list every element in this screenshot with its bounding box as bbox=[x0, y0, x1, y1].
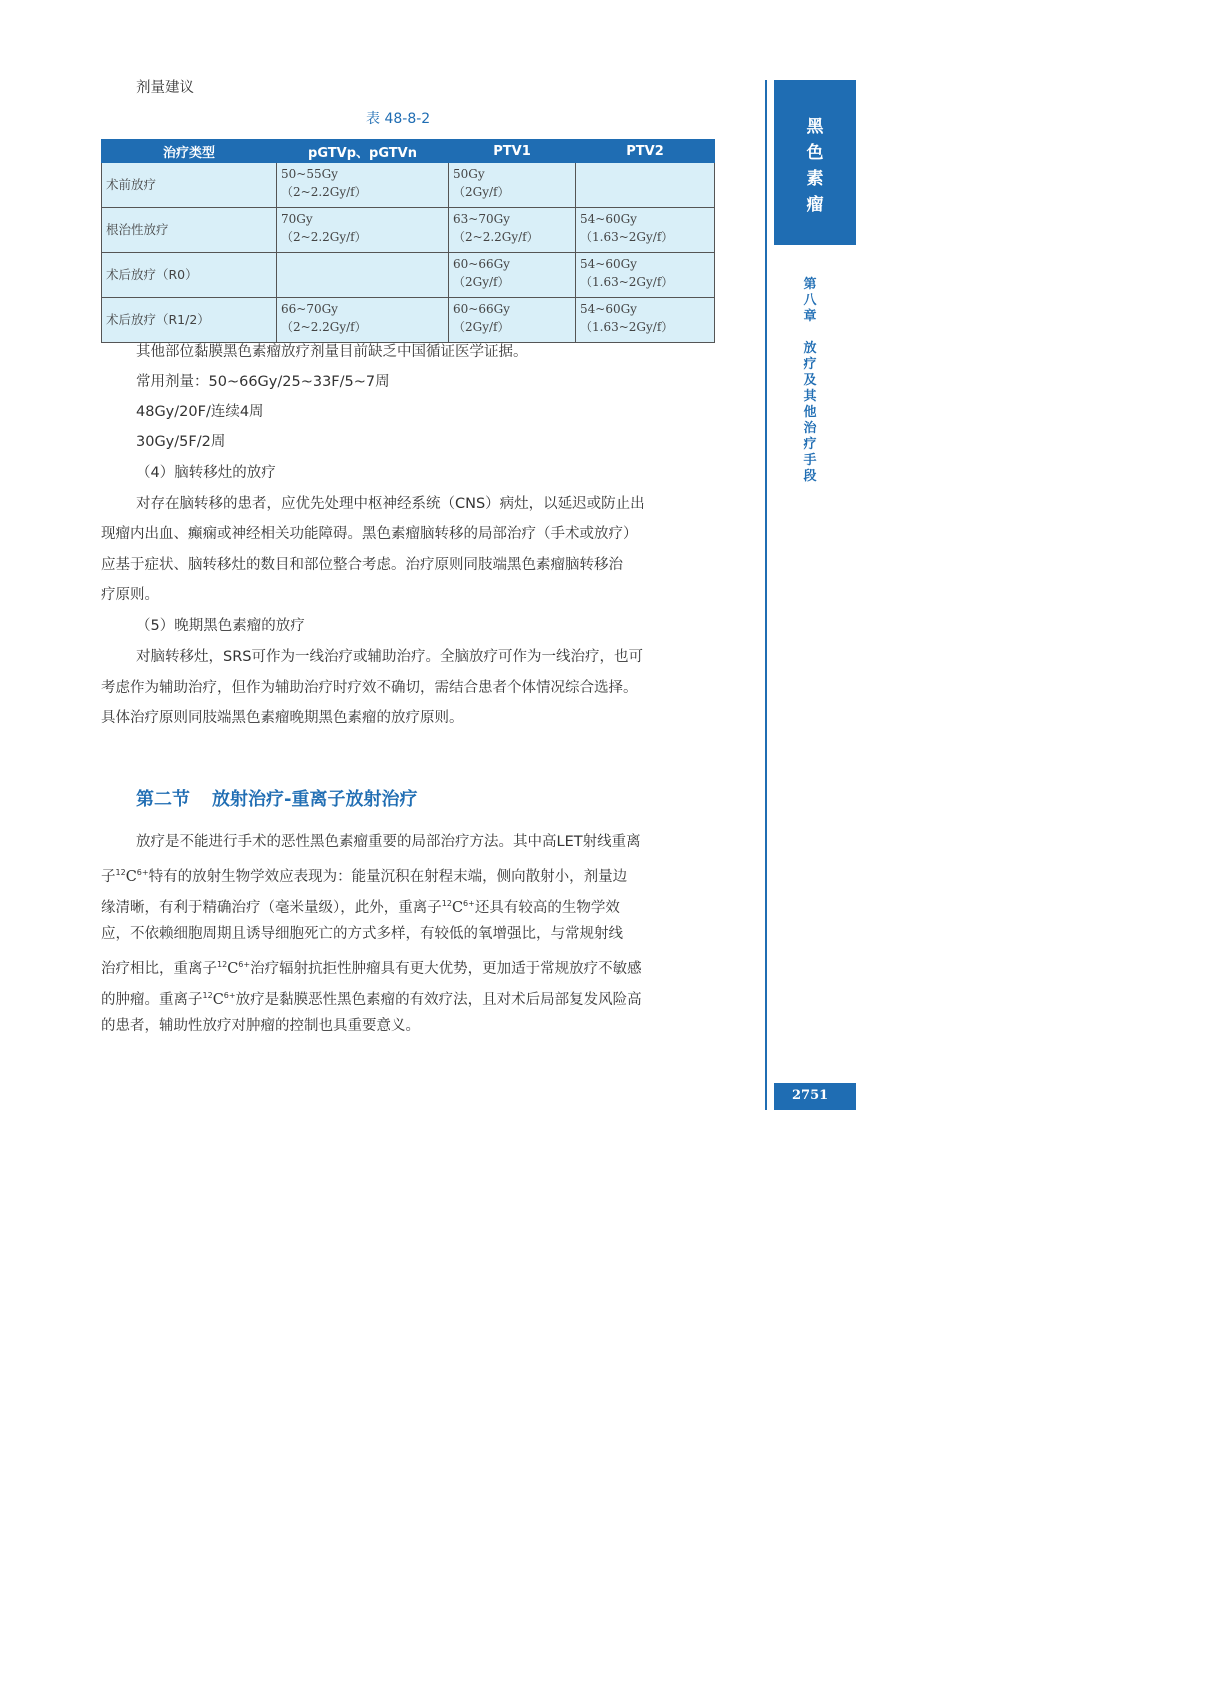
chapter-char: 及 bbox=[803, 373, 817, 388]
header-pgtv: pGTVp、pGTVn bbox=[277, 140, 449, 163]
cell-dose: 50~55Gy bbox=[281, 167, 338, 181]
section-number: 第二节 bbox=[136, 789, 190, 810]
dose-suggestion-label: 剂量建议 bbox=[136, 80, 194, 96]
cell-fraction: （2~2.2Gy/f） bbox=[453, 230, 539, 244]
table-row bbox=[102, 208, 715, 253]
chapter-char: 第 bbox=[803, 277, 817, 292]
body-line: 30Gy/5F/2周 bbox=[136, 434, 226, 450]
table-cell bbox=[277, 298, 449, 343]
cell-dose: 60~66Gy bbox=[453, 302, 510, 316]
cell-fraction: （2Gy/f） bbox=[453, 320, 510, 334]
header-treatment-type: 治疗类型 bbox=[102, 140, 277, 163]
chapter-char: 疗 bbox=[803, 357, 817, 372]
subheading-brain-metastasis: （4）脑转移灶的放疗 bbox=[136, 465, 276, 481]
cell-fraction: （1.63~2Gy/f） bbox=[580, 230, 674, 244]
page-number: 2751 bbox=[792, 1088, 829, 1103]
cell-dose: 70Gy bbox=[281, 212, 313, 226]
tab-char: 黑 bbox=[806, 117, 824, 137]
cell-fraction: （2Gy/f） bbox=[453, 275, 510, 289]
row-label: 术前放疗 bbox=[102, 163, 277, 208]
chapter-char: 八 bbox=[803, 293, 817, 308]
cell-dose: 54~60Gy bbox=[580, 302, 637, 316]
chapter-char: 段 bbox=[803, 469, 817, 484]
table-cell bbox=[576, 253, 715, 298]
cell-dose: 54~60Gy bbox=[580, 257, 637, 271]
body-line: 对存在脑转移的患者，应优先处理中枢神经系统（CNS）病灶，以延迟或防止出 bbox=[136, 496, 645, 512]
chapter-char: 手 bbox=[803, 453, 817, 468]
section-body-line: 治疗相比，重离子$^{12}C^{6+}$治疗辐射抗拒性肿瘤具有更大优势，更加适于常规放疗不敏感 bbox=[101, 960, 642, 977]
table-row bbox=[102, 163, 715, 208]
row-label: 术后放疗（R0） bbox=[102, 253, 277, 298]
chapter-tab bbox=[774, 80, 856, 245]
table-caption: 表 48-8-2 bbox=[366, 111, 431, 127]
body-line: 具体治疗原则同肢端黑色素瘤晚期黑色素瘤的放疗原则。 bbox=[101, 710, 464, 726]
table-cell bbox=[277, 208, 449, 253]
section-body-line: 缘清晰，有利于精确治疗（毫米量级），此外，重离子$^{12}C^{6+}$还具有较高的生物学效 bbox=[101, 899, 620, 916]
header-ptv2: PTV2 bbox=[576, 140, 715, 163]
header-ptv1: PTV1 bbox=[449, 140, 576, 163]
sidebar-rule bbox=[765, 80, 767, 1110]
cell-fraction: （2~2.2Gy/f） bbox=[281, 230, 367, 244]
table-cell bbox=[277, 253, 449, 298]
cell-dose: 60~66Gy bbox=[453, 257, 510, 271]
table-cell bbox=[576, 208, 715, 253]
table-header-row bbox=[102, 140, 715, 163]
cell-dose: 50Gy bbox=[453, 167, 485, 181]
tab-char: 色 bbox=[806, 143, 824, 163]
section-body-line: 放疗是不能进行手术的恶性黑色素瘤重要的局部治疗方法。其中高LET射线重离 bbox=[136, 834, 641, 850]
chapter-char: 治 bbox=[803, 421, 817, 436]
section-body-line: 的患者，辅助性放疗对肿瘤的控制也具重要意义。 bbox=[101, 1018, 420, 1034]
cell-fraction: （2~2.2Gy/f） bbox=[281, 185, 367, 199]
dose-table bbox=[101, 139, 715, 343]
chapter-char: 疗 bbox=[803, 437, 817, 452]
cell-fraction: （1.63~2Gy/f） bbox=[580, 275, 674, 289]
body-line: 对脑转移灶，SRS可作为一线治疗或辅助治疗。全脑放疗可作为一线治疗，也可 bbox=[136, 649, 643, 665]
subheading-advanced-melanoma: （5）晚期黑色素瘤的放疗 bbox=[136, 618, 305, 634]
chapter-char: 其 bbox=[803, 389, 817, 404]
table-cell bbox=[449, 253, 576, 298]
table-cell bbox=[449, 208, 576, 253]
row-label: 根治性放疗 bbox=[102, 208, 277, 253]
page-number-box bbox=[774, 1083, 856, 1110]
cell-fraction: （2~2.2Gy/f） bbox=[281, 320, 367, 334]
section-body-line: 的肿瘤。重离子$^{12}C^{6+}$放疗是黏膜恶性黑色素瘤的有效疗法，且对术后局部复发风险高 bbox=[101, 991, 642, 1008]
table-row bbox=[102, 253, 715, 298]
cell-fraction: （2Gy/f） bbox=[453, 185, 510, 199]
table-cell bbox=[576, 298, 715, 343]
section-title: 放射治疗-重离子放射治疗 bbox=[212, 789, 418, 810]
body-line: 48Gy/20F/连续4周 bbox=[136, 404, 264, 420]
section-body-line: 子$^{12}C^{6+}$特有的放射生物学效应表现为：能量沉积在射程末端，侧向散射小，剂量边 bbox=[101, 868, 628, 885]
chapter-char: 章 bbox=[803, 309, 817, 324]
chapter-char: 他 bbox=[803, 405, 817, 420]
section-body-line: 应，不依赖细胞周期且诱导细胞死亡的方式多样，有较低的氧增强比，与常规射线 bbox=[101, 926, 623, 942]
section-heading bbox=[136, 785, 417, 811]
tab-char: 素 bbox=[806, 169, 824, 189]
chapter-char: 放 bbox=[803, 341, 817, 356]
tab-char: 瘤 bbox=[806, 195, 824, 215]
table-cell bbox=[449, 163, 576, 208]
cell-fraction: （1.63~2Gy/f） bbox=[580, 320, 674, 334]
body-line: 其他部位黏膜黑色素瘤放疗剂量目前缺乏中国循证医学证据。 bbox=[136, 344, 528, 360]
cell-dose: 63~70Gy bbox=[453, 212, 510, 226]
row-label: 术后放疗（R1/2） bbox=[102, 298, 277, 343]
cell-dose: 54~60Gy bbox=[580, 212, 637, 226]
body-line: 常用剂量：50~66Gy/25~33F/5~7周 bbox=[136, 374, 390, 390]
body-line: 考虑作为辅助治疗，但作为辅助治疗时疗效不确切，需结合患者个体情况综合选择。 bbox=[101, 680, 638, 696]
body-line: 疗原则。 bbox=[101, 587, 159, 603]
table-cell bbox=[449, 298, 576, 343]
table-cell bbox=[576, 163, 715, 208]
body-line: 应基于症状、脑转移灶的数目和部位整合考虑。治疗原则同肢端黑色素瘤脑转移治 bbox=[101, 557, 623, 573]
cell-dose: 66~70Gy bbox=[281, 302, 338, 316]
table-row bbox=[102, 298, 715, 343]
table-cell bbox=[277, 163, 449, 208]
body-line: 现瘤内出血、癫痫或神经相关功能障碍。黑色素瘤脑转移的局部治疗（手术或放疗） bbox=[101, 526, 638, 542]
